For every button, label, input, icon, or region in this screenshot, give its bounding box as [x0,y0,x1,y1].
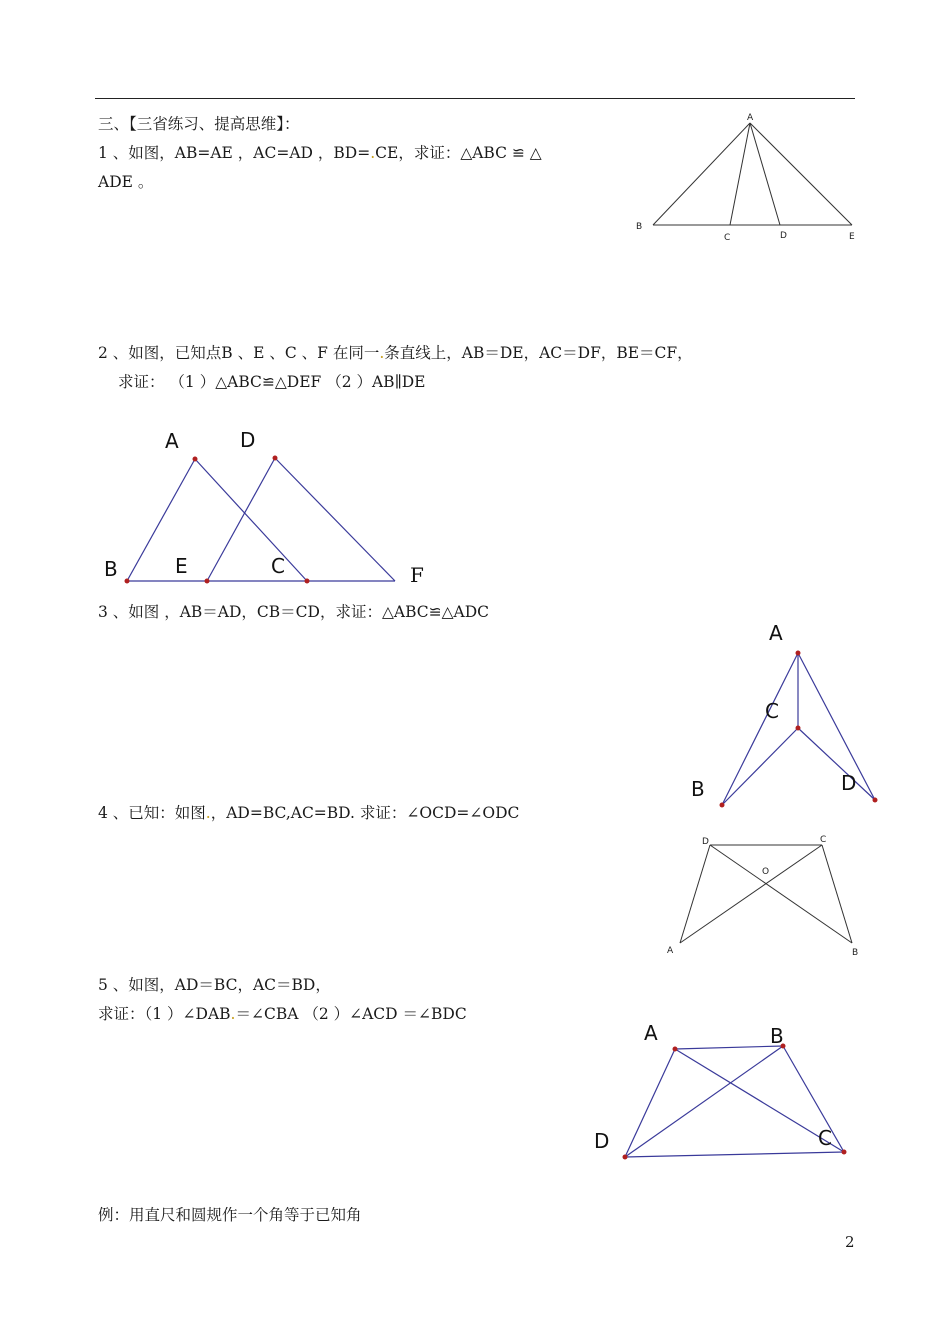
q3-label-b: B [691,777,705,801]
q2-label-a: A [165,429,179,453]
q5-figure [590,1015,870,1170]
q5-label-a: A [644,1021,658,1045]
q3-line1: 3 、如图 ，AB＝AD，CB＝CD，求证：△ABC≌△ADC [98,603,489,621]
q3-label-c: C [765,699,779,723]
q1-segment-ab [653,123,750,225]
q4-segment-cb [822,845,852,943]
q2-point-e [205,579,210,584]
q5-segment-ab [675,1046,783,1049]
q5-segment-ad [625,1049,675,1157]
page-number: 2 [845,1233,855,1251]
q4-segment-bd [710,845,852,943]
q4-label-c: C [820,835,827,845]
q4-label-b: B [852,948,859,958]
q5-point-d [623,1155,628,1160]
q3-figure [685,615,885,810]
q3-segment-cd [798,728,875,800]
q1-label-b: B [636,222,643,232]
q1-figure [620,105,870,250]
q3-point-c [796,726,801,731]
example-line: 例：用直尺和圆规作一个角等于已知角 [98,1206,362,1224]
q2-label-c: C [271,554,285,578]
q4-line1: 4 、已知：如图.，AD=BC,AC=BD. 求证：∠OCD=∠ODC [98,804,520,822]
q4-segment-da [680,845,710,943]
q5-label-d: D [594,1129,610,1153]
q3-point-b [720,803,725,808]
header-rule [95,98,855,99]
q2-segment-ac [195,459,307,581]
q5-segment-bd [625,1046,783,1157]
q5-point-c [842,1150,847,1155]
q2-label-d: D [240,428,256,452]
q5-point-a [673,1047,678,1052]
q4-figure [660,828,870,963]
q2-point-d [273,456,278,461]
q3-label-d: D [841,771,857,795]
q2-figure [95,420,445,595]
q5-label-c: C [818,1126,832,1150]
q2-label-f: F [410,563,424,587]
q3-segment-cb [722,728,798,805]
q1-label-e: E [849,232,855,242]
q3-segment-ab [722,653,798,805]
q2-segment-de [207,458,275,581]
q2-line1: 2 、如图，已知点B 、E 、C 、F 在同一.条直线上，AB＝DE，AC＝DF，BE＝CF， [98,344,693,362]
q2-point-c [305,579,310,584]
q2-point-a [193,457,198,462]
q3-point-a [796,651,801,656]
q4-label-a: A [667,946,674,956]
q5-line2: 求证：（1 ）∠DAB.＝∠CBA （2 ）∠ACD ＝∠BDC [98,1005,467,1023]
q1-label-c: C [724,233,731,243]
q2-label-e: E [175,554,188,578]
q1-label-d: D [780,231,787,241]
q2-line2: 求证： （1 ）△ABC≌△DEF （2 ）AB∥DE [118,373,426,391]
q2-point-b [125,579,130,584]
q1-label-a: A [747,113,754,123]
q5-segment-bc [783,1046,844,1152]
q2-segment-df [275,458,395,581]
q2-label-b: B [104,557,118,581]
q5-segment-dc [625,1152,844,1157]
q1-line2: ADE 。 [98,173,154,191]
q3-label-a: A [769,621,783,645]
q1-segment-ac [730,123,750,225]
q3-segment-ad [798,653,875,800]
q4-label-d: D [702,837,709,847]
q4-label-o: O [762,867,770,877]
q5-line1: 5 、如图，AD＝BC，AC＝BD， [98,976,331,994]
q4-segment-ac [680,845,822,943]
section-title: 三、【三省练习、提高思维】： [98,115,300,133]
q3-point-d [873,798,878,803]
q5-label-b: B [770,1024,784,1048]
q1-line1: 1 、如图，AB=AE ，AC=AD ，BD=.CE，求证：△ABC ≌ △ [98,144,542,162]
